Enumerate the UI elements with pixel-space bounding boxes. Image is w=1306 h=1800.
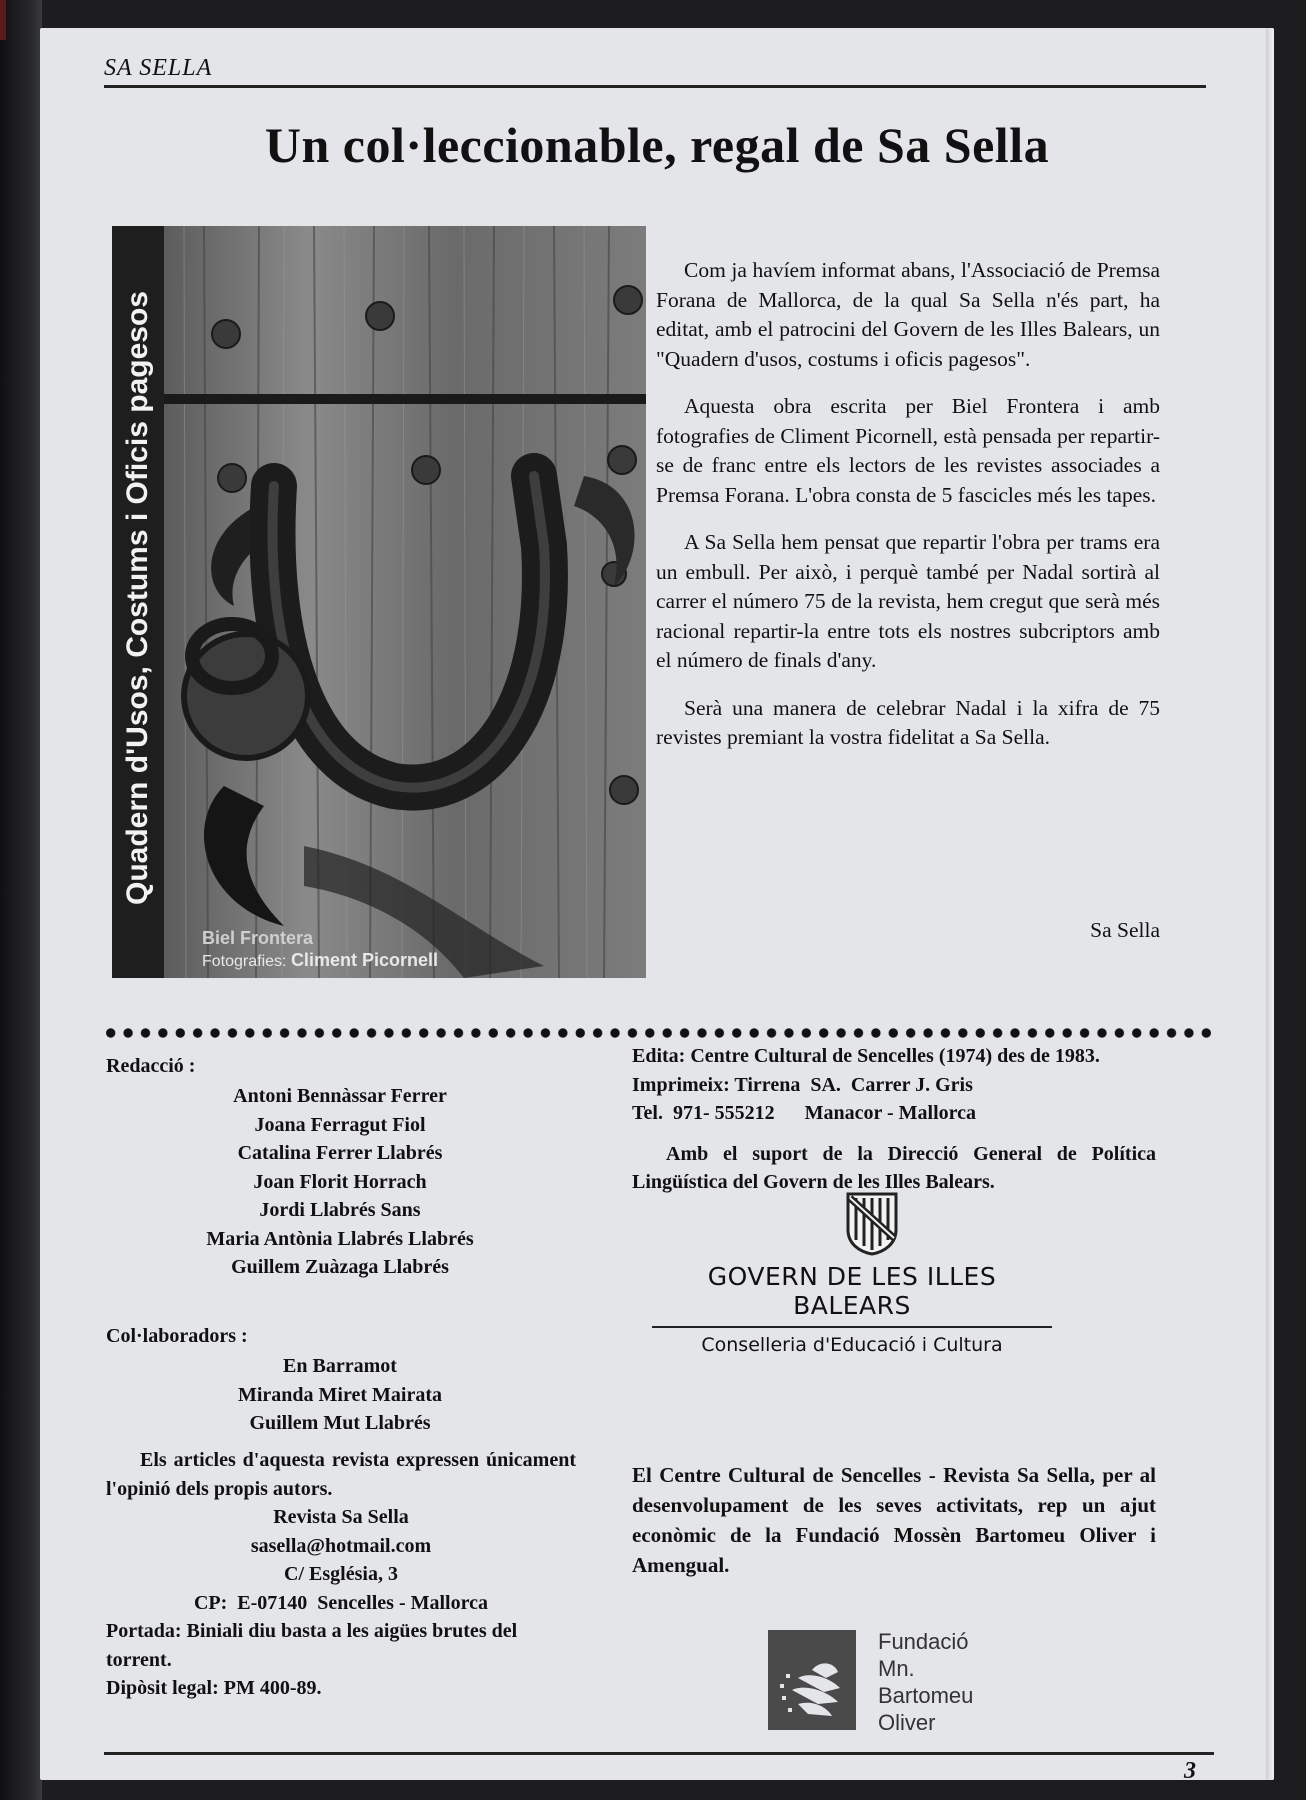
redaccio-name: Maria Antònia Llabrés Llabrés (206, 1227, 474, 1250)
govern-department: Conselleria d'Educació i Cultura (701, 1334, 1003, 1356)
fundacio-logo-icon (768, 1630, 856, 1730)
collaborador-name: En Barramot (283, 1355, 397, 1377)
legal-deposit: Dipòsit legal: PM 400-89. (106, 1677, 322, 1699)
fundacio-line: Mn. (878, 1656, 915, 1681)
redaccio-name: Guillem Zuàzaga Llabrés (231, 1256, 449, 1278)
dotted-separator (102, 1026, 1212, 1040)
cover-vertical-title: Quadern d'Usos, Costums i Oficis pagesos (121, 291, 154, 905)
disclaimer: Els articles d'aquesta revista expressen únicament l'opinió dels propis autors. (106, 1449, 576, 1500)
magazine-email: sasella@hotmail.com (250, 1534, 432, 1557)
article-signature: Sa Sella (1090, 918, 1160, 942)
govern-logo (652, 1262, 1052, 1356)
cover-photo-credit (202, 950, 438, 971)
redaccio-name: Catalina Ferrer Llabrés (237, 1142, 443, 1164)
article-paragraph: Com ja havíem informat abans, l'Associació de Premsa Forana de Mallorca, de la qual Sa Sella n'és part, ha editat, amb el patrocini del Govern de les Illes Balears, un "Quadern d'usos, costums i oficis pagesos". (656, 258, 1160, 371)
page-edge (1266, 28, 1274, 1780)
govern-coat-of-arms-icon (844, 1190, 900, 1256)
support-note: Amb el suport de la Direcció General de Política Lingüística del Govern de les Illes Balears. (632, 1142, 1156, 1193)
collaboradors-label: Col·laboradors : (106, 1325, 248, 1347)
page-title: Un col·leccionable, regal de Sa Sella (264, 117, 1050, 173)
redaccio-name: Antoni Bennàssar Ferrer (233, 1085, 447, 1107)
fundacio-line: Bartomeu (878, 1683, 974, 1708)
quadern-cover-image (112, 226, 646, 978)
magazine-page (40, 28, 1274, 1780)
redaccio-name: Jordi Llabrés Sans (259, 1199, 421, 1221)
door-knocker-photo (164, 226, 646, 978)
header-rule (104, 85, 1206, 88)
collaborador-name: Guillem Mut Llabrés (249, 1412, 431, 1434)
govern-name: GOVERN DE LES ILLES BALEARS (652, 1262, 1052, 1328)
fundacio-name (878, 1628, 973, 1736)
article-paragraph: A Sa Sella hem pensat que repartir l'obra per trams era un embull. Per això, i perquè també per Nadal sortirà al carrer el número 75 de la revista, hem cregut que serà més racional repartir-la entre tots els nostres subcriptors amb el número de finals d'any. (656, 530, 1160, 672)
page-number: 3 (1184, 1758, 1196, 1780)
cover-author: Biel Frontera (202, 928, 314, 948)
article-paragraph: Aquesta obra escrita per Biel Frontera i amb fotografies de Climent Picornell, està pensada per repartir-se de franc entre els lectors de les revistes associades a Premsa Forana. L'obra consta de 5 fascicles més les tapes. (656, 394, 1160, 507)
book-spine (0, 0, 42, 1800)
magazine-info (106, 1446, 576, 1703)
article-body (656, 256, 1160, 771)
redaccio-list (130, 1082, 550, 1282)
magazine-postal-code: CP: E-07140 Sencelles - Mallorca (193, 1591, 488, 1614)
footer-rule (104, 1752, 1214, 1755)
redaccio-name: Joana Ferragut Fiol (254, 1113, 426, 1136)
publisher-edita: Edita: Centre Cultural de Sencelles (1974) des de 1983. (632, 1045, 1100, 1067)
cover-credit-name: Climent Picornell (290, 950, 438, 970)
grant-note: El Centre Cultural de Sencelles - Revista Sa Sella, per al desenvolupament de les seves activitats, rep un ajut econòmic de la Fundació Mossèn Bartomeu Oliver i Amengual. (632, 1463, 1156, 1577)
magazine-name: Revista Sa Sella (273, 1506, 409, 1528)
publisher-info (632, 1042, 1156, 1197)
fundacio-line: Fundació (878, 1629, 969, 1654)
header-label: SA SELLA (104, 55, 213, 81)
publisher-printer: Imprimeix: Tirrena SA. Carrer J. Gris (632, 1073, 973, 1096)
publisher-phone: Tel. 971- 555212 Manacor - Mallorca (632, 1102, 977, 1124)
collaborador-name: Miranda Miret Mairata (237, 1383, 442, 1406)
fundacio-line: Oliver (878, 1710, 936, 1735)
redaccio-name: Joan Florit Horrach (253, 1170, 427, 1193)
article-paragraph: Serà una manera de celebrar Nadal i la xifra de 75 revistes premiant la vostra fidelitat a Sa Sella. (656, 695, 1160, 749)
cover-credit-prefix: Fotografies: (202, 953, 287, 970)
collaboradors-list (130, 1352, 550, 1438)
cover-caption: Portada: Biniali diu basta a les aigües brutes del torrent. (106, 1620, 518, 1671)
redaccio-label: Redacció : (106, 1055, 196, 1077)
spine-bookmark (0, 0, 6, 40)
magazine-address: C/ Església, 3 (284, 1563, 398, 1585)
